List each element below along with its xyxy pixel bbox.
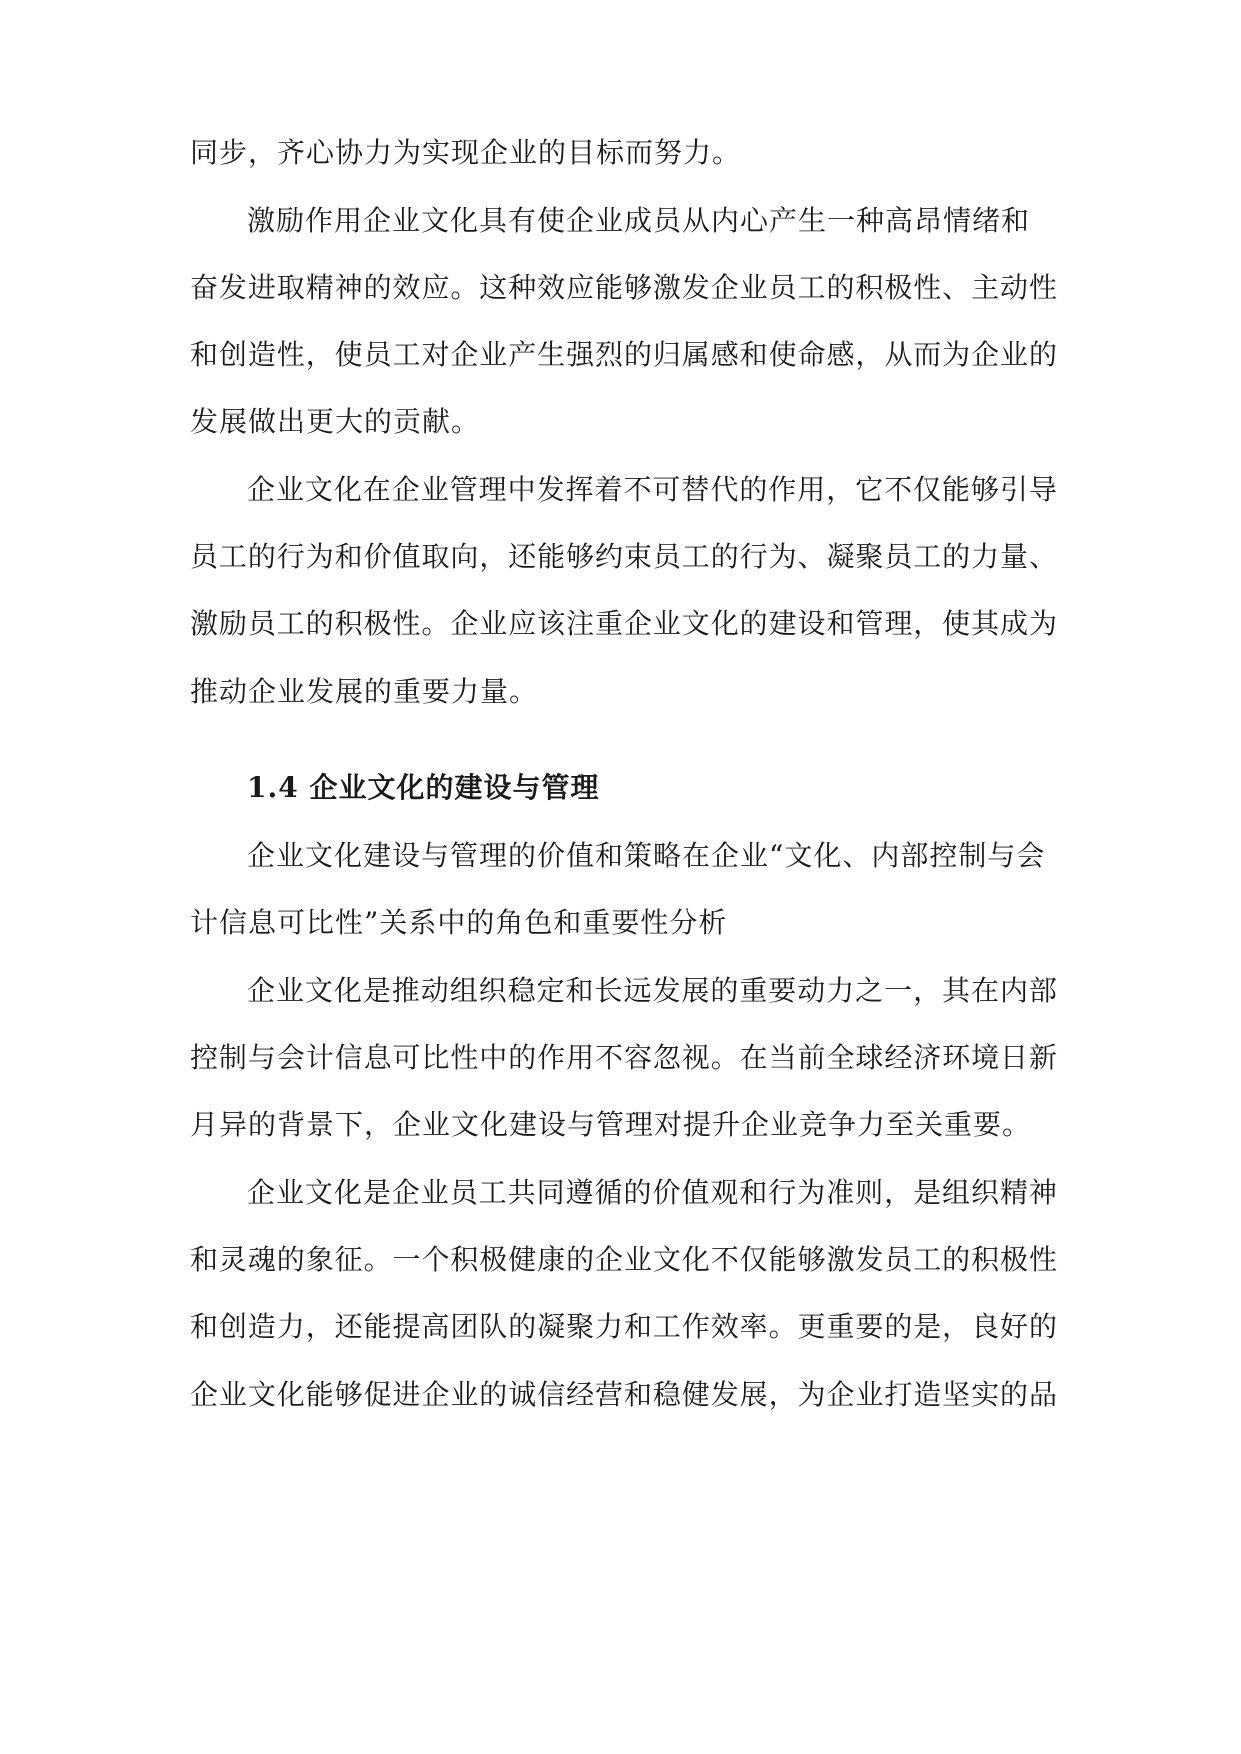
body-text-line: 控制与会计信息可比性中的作用不容忽视。在当前全球经济环境日新	[190, 1041, 1058, 1074]
body-text-line: 激励员工的积极性。企业应该注重企业文化的建设和管理，使其成为	[190, 607, 1058, 640]
body-text-line: 激励作用企业文化具有使企业成员从内心产生一种高昂情绪和	[247, 204, 1031, 237]
body-text-line: 企业文化是企业员工共同遵循的价值观和行为准则，是组织精神	[247, 1176, 1058, 1209]
body-text-line: 和创造性，使员工对企业产生强烈的归属感和使命感，从而为企业的	[190, 338, 1058, 371]
section-heading: 1.4 企业文化的建设与管理	[247, 771, 600, 804]
body-text-line: 企业文化在企业管理中发挥着不可替代的作用，它不仅能够引导	[247, 473, 1058, 506]
body-text-line: 企业文化能够促进企业的诚信经营和稳健发展，为企业打造坚实的品	[190, 1378, 1058, 1411]
body-text-line: 企业文化是推动组织稳定和长远发展的重要动力之一，其在内部	[247, 974, 1058, 1007]
body-text-line: 员工的行为和价值取向，还能够约束员工的行为、凝聚员工的力量、	[190, 540, 1058, 573]
body-text-line: 同步，齐心协力为实现企业的目标而努力。	[190, 136, 742, 169]
body-text-line: 企业文化建设与管理的价值和策略在企业“文化、内部控制与会	[247, 839, 1046, 872]
body-text-line: 发展做出更大的贡献。	[190, 405, 481, 438]
body-text-line: 和创造力，还能提高团队的凝聚力和工作效率。更重要的是，良好的	[190, 1310, 1058, 1343]
body-text-line: 奋发进取精神的效应。这种效应能够激发企业员工的积极性、主动性	[190, 271, 1058, 304]
body-text-line: 月异的背景下，企业文化建设与管理对提升企业竞争力至关重要。	[190, 1108, 1032, 1141]
body-text-line: 推动企业发展的重要力量。	[190, 675, 539, 708]
body-text-line: 和灵魂的象征。一个积极健康的企业文化不仅能够激发员工的积极性	[190, 1243, 1058, 1276]
body-text-line: 计信息可比性”关系中的角色和重要性分析	[190, 906, 728, 939]
